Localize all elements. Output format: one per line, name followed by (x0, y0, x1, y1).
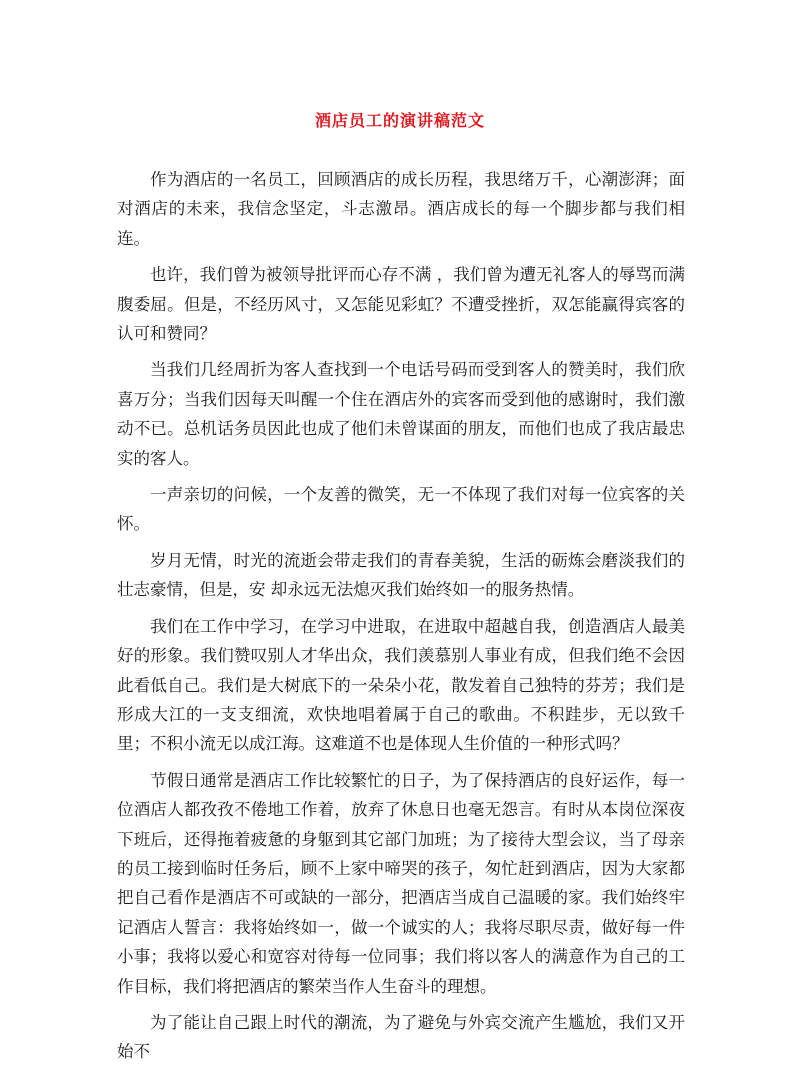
document-body (117, 165, 685, 1074)
paragraph-2: 也许，我们曾为被领导批评而心存不满 ，我们曾为遭无礼客人的辱骂而满腹委屈。但是，不经历风寸，又怎能见彩虹？不遭受挫折，双怎能赢得宾客的认可和赞同？ (117, 265, 685, 344)
paragraph-7: 节假日通常是酒店工作比较繁忙的日子，为了保持酒店的良好运作，每一位酒店人都孜孜不倦地工作着，放弃了休息日也毫无怨言。有时从本岗位深夜下班后，还得拖着疲惫的身躯到其它部门加班；为了接待大型会议，当了母亲的员工接到临时任务后，顾不上家中啼哭的孩子，匆忙赶到酒店，因为大家都把自己看作是酒店不可或缺的一部分，把酒店当成自己温暖的家。我们始终牢记酒店人誓言：我将始终如一，做一个诚实的人；我将尽职尽责，做好每一件小事；我将以爱心和宽容对待每一位同事；我们将以客人的满意作为自己的工作目标，我们将把酒店的繁荣当作人生奋斗的理想。 (117, 770, 685, 996)
document-title: 酒店员工的演讲稿范文 (314, 111, 485, 130)
paragraph-3: 当我们几经周折为客人查找到一个电话号码而受到客人的赞美时，我们欣喜万分；当我们因每天叫醒一个住在酒店外的宾客而受到他的感谢时，我们激动不已。总机话务员因此也成了他们未曾谋面的朋友，而他们也成了我店最忠实的客人。 (117, 360, 685, 468)
paragraph-6: 我们在工作中学习，在学习中进取，在进取中超越自我，创造酒店人最美好的形象。我们赞叹别人才华出众，我们羡慕别人事业有成，但我们绝不会因此看低自己。我们是大树底下的一朵朵小花，散发着自己独特的芬芳；我们是形成大江的一支支细流，欢快地唱着属于自己的歌曲。不积跬步，无以致千里；不积小流无以成江海。这难道不也是体现人生价值的一种形式吗？ (117, 616, 685, 754)
paragraph-8: 为了能让自己跟上时代的潮流，为了避免与外宾交流产生尴尬，我们又开始不 (117, 1012, 685, 1062)
paragraph-1: 作为酒店的一名员工，回顾酒店的成长历程，我思绪万千，心潮澎湃；面对酒店的未来，我信念坚定，斗志激昂。酒店成长的每一个脚步都与我们相连。 (117, 170, 685, 248)
paragraph-5: 岁月无情，时光的流逝会带走我们的青春美貌，生活的砺炼会磨淡我们的壮志豪情，但是，安 却永远无法熄灭我们始终如一的服务热情。 (117, 550, 685, 600)
paragraph-4: 一声亲切的问候，一个友善的微笑，无一不体现了我们对每一位宾客的关怀。 (117, 485, 685, 534)
